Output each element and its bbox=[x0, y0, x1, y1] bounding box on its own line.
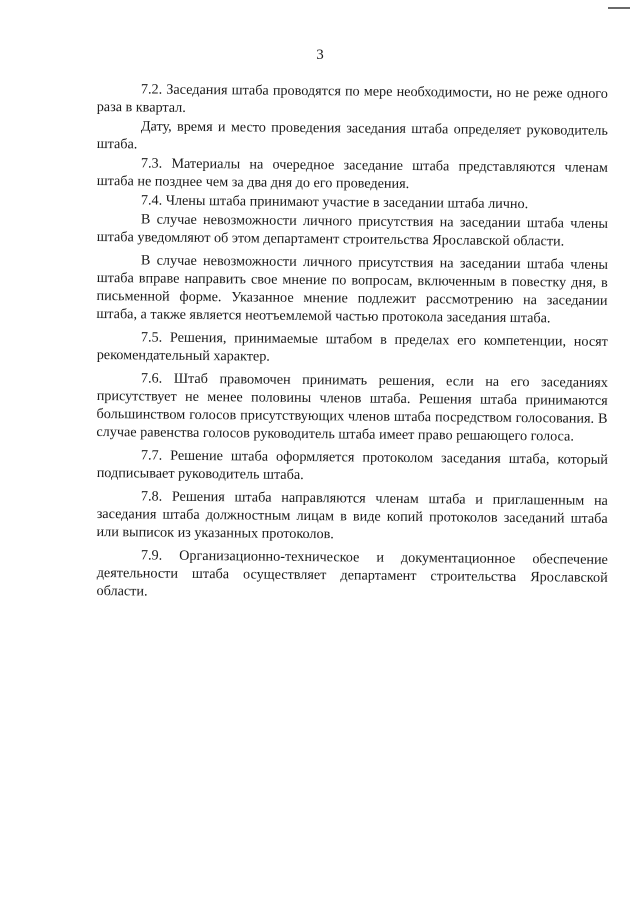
paragraph-7-3: 7.3. Материалы на очередное заседание штаба представляются членам штаба не позднее чем за два дня до его проведения. bbox=[96, 155, 608, 192]
scan-corner-mark bbox=[608, 7, 630, 9]
paragraph-7-9: 7.9. Организационно-техническое и документационное обеспечение деятельности штаба осуществляет департамент строительства Ярославской области. bbox=[96, 547, 608, 600]
paragraph-7-2: 7.2. Заседания штаба проводятся по мере необходимости, но не реже одного раза в квартал. bbox=[96, 81, 608, 116]
paragraph-7-8: 7.8. Решения штаба направляются членам штаба и приглашенным на заседания штаба должностным лицам в виде копий протоколов заседаний штаба или выписок из указанных протоколов. bbox=[96, 488, 608, 543]
paragraph-7-4-notification: В случае невозможности личного присутствия на заседании штаба члены штаба уведомляют об этом департамент строительства Ярославской области. bbox=[96, 211, 608, 250]
paragraph-7-2-continued: Дату, время и место проведения заседания штаба определяет руководитель штаба. bbox=[96, 118, 608, 153]
document-body bbox=[97, 80, 608, 601]
paragraph-7-4-written-opinion: В случае невозможности личного присутствия на заседании штаба члены штаба вправе направить свое мнение по вопросам, включенным в повестку дня, в письменной форме. Указанное мнение подлежит рассмотрению на заседании штаба, а также является неотъемлемой частью протокола заседания штаба. bbox=[96, 252, 608, 327]
paragraph-7-5: 7.5. Решения, принимаемые штабом в пределах его компетенции, носят рекомендательный характер. bbox=[96, 329, 608, 365]
paragraph-7-6: 7.6. Штаб правомочен принимать решения, если на его заседаниях присутствует не менее половины членов штаба. Решения штаба принимаются большинством голосов присутствующих членов штаба посредством голосования. В случае равенства голосов руководитель штаба имеет право решающего голоса. bbox=[96, 370, 608, 445]
page-number: 3 bbox=[316, 47, 324, 63]
paragraph-7-4: 7.4. Члены штаба принимают участие в заседании штаба лично. bbox=[140, 192, 529, 213]
paragraph-7-7: 7.7. Решение штаба оформляется протоколом заседания штаба, который подписывает руководитель штаба. bbox=[96, 447, 608, 483]
